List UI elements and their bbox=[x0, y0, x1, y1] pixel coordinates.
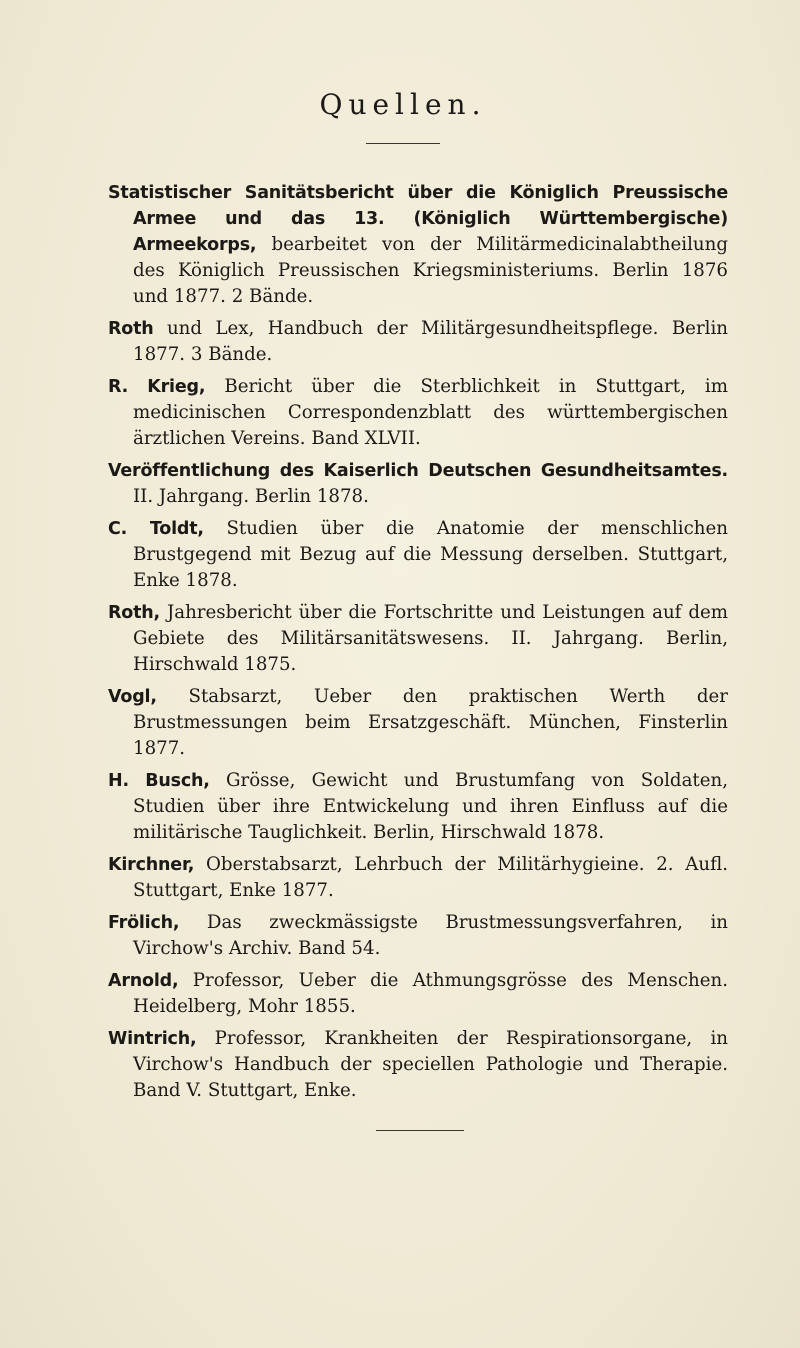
reference-author: Kirchner, bbox=[108, 855, 195, 875]
reference-author: H. Busch, bbox=[108, 771, 210, 791]
reference-entry bbox=[108, 684, 728, 762]
reference-entry bbox=[108, 180, 728, 310]
reference-text: Das zweckmässigste Brustmessungsverfahren, in Virchow's Archiv. Band 54. bbox=[133, 912, 728, 959]
reference-text: Grösse, Gewicht und Brustumfang von Soldaten, Studien über ihre Entwickelung und ihren Einfluss auf die militärische Tauglichkeit. Berlin, Hirschwald 1878. bbox=[133, 770, 728, 843]
reference-author: Statistischer Sanitätsbericht über die Königlich Preussische Armee und das 13. (Königlich Württembergische) Armeekorps, bbox=[108, 183, 728, 255]
reference-author: C. Toldt, bbox=[108, 519, 204, 539]
reference-entry bbox=[108, 374, 728, 452]
title-rule bbox=[366, 143, 440, 144]
reference-author: R. Krieg, bbox=[108, 377, 206, 397]
reference-text: Professor, Krankheiten der Respirationsorgane, in Virchow's Handbuch der speciellen Pathologie und Therapie. Band V. Stuttgart, Enke. bbox=[133, 1028, 728, 1101]
reference-author: Arnold, bbox=[108, 971, 179, 991]
end-rule bbox=[376, 1130, 464, 1131]
reference-author: Wintrich, bbox=[108, 1029, 197, 1049]
reference-text: bearbeitet von der Militärmedicinalabtheilung des Königlich Preussischen Kriegsministeriums. Berlin 1876 und 1877. 2 Bände. bbox=[133, 234, 728, 307]
reference-text: Bericht über die Sterblichkeit in Stuttgart, im medicinischen Correspondenzblatt des württembergischen ärztlichen Vereins. Band XLVII. bbox=[133, 376, 728, 449]
reference-author: Roth, bbox=[108, 603, 160, 623]
reference-text: Oberstabsarzt, Lehrbuch der Militärhygieine. 2. Aufl. Stuttgart, Enke 1877. bbox=[133, 854, 728, 901]
reference-author: Frölich, bbox=[108, 913, 180, 933]
reference-entry bbox=[108, 910, 728, 962]
reference-entry bbox=[108, 968, 728, 1020]
reference-text: und Lex, Handbuch der Militärgesundheitspflege. Berlin 1877. 3 Bände. bbox=[133, 318, 728, 365]
reference-entry bbox=[108, 600, 728, 678]
reference-entry bbox=[108, 1026, 728, 1104]
reference-text: II. Jahrgang. Berlin 1878. bbox=[133, 486, 369, 507]
reference-entry bbox=[108, 516, 728, 594]
reference-text: Studien über die Anatomie der menschlichen Brustgegend mit Bezug auf die Messung derselben. Stuttgart, Enke 1878. bbox=[133, 518, 728, 591]
reference-author: Roth bbox=[108, 319, 154, 339]
reference-text: Jahresbericht über die Fortschritte und Leistungen auf dem Gebiete des Militärsanitätswesens. II. Jahrgang. Berlin, Hirschwald 1875. bbox=[133, 602, 728, 675]
reference-author: Vogl, bbox=[108, 687, 157, 707]
reference-entry bbox=[108, 316, 728, 368]
page-title: Quellen. bbox=[319, 88, 487, 121]
reference-text: Stabsarzt, Ueber den praktischen Werth der Brustmessungen beim Ersatzgeschäft. München, Finsterlin 1877. bbox=[133, 686, 728, 759]
reference-author: Veröffentlichung des Kaiserlich Deutschen Gesundheitsamtes. bbox=[108, 461, 728, 481]
reference-text: Professor, Ueber die Athmungsgrösse des Menschen. Heidelberg, Mohr 1855. bbox=[133, 970, 728, 1017]
reference-entry bbox=[108, 768, 728, 846]
reference-entry bbox=[108, 458, 728, 510]
reference-entry bbox=[108, 852, 728, 904]
reference-list bbox=[108, 180, 728, 1104]
